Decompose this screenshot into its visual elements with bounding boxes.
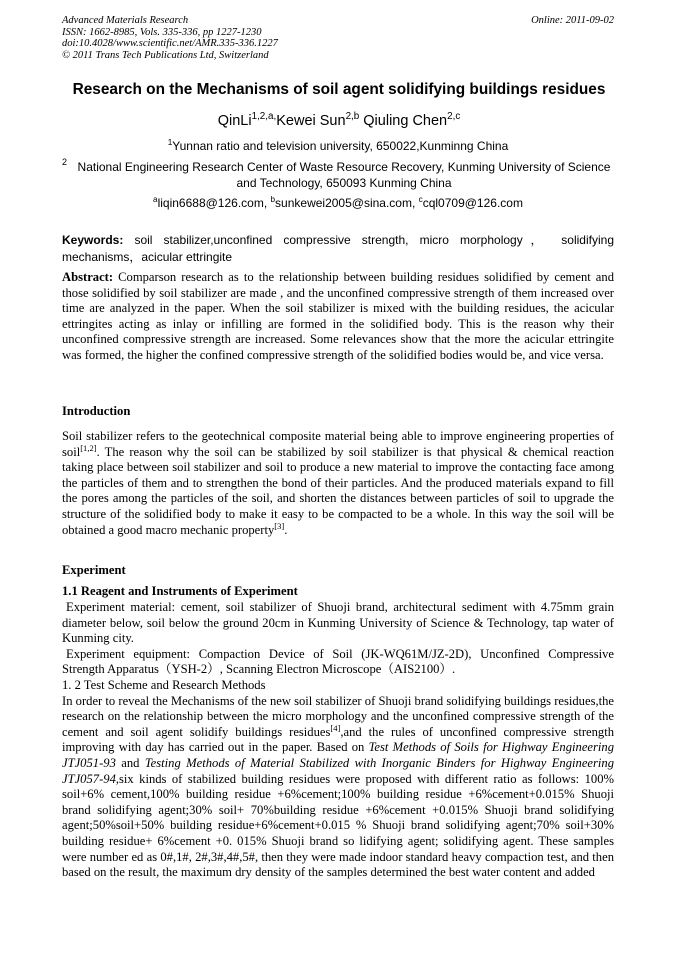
email-link[interactable]: liqin6688@126.com, [157,196,271,210]
introduction-text [62,429,614,538]
email-sup: c [418,195,423,204]
standard-title: Test Methods of Soils for Highway Engineering JTJ051-93 [62,740,614,770]
author-name: Qiuling Chen [363,113,448,129]
author-sup: 2,b [345,111,360,123]
email-link[interactable]: sunkewei2005@sina.com, [275,196,419,210]
online-date: Online: 2011-09-02 [531,15,614,26]
experiment-equipment: Experiment equipment: Compaction Device of Soil (JK-WQ61M/JZ-2D), Unconfined Compressive Strength Apparatus（YSH-2）, Scanning Electron Microscope（AIS2100）. [62,646,614,677]
intro-text-part: Soil stabilizer refers to the geotechnical composite material being able to improve engineering properties of soil [62,429,614,459]
intro-text-part: . The reason why the soil can be stabilized by soil stabilizer is that physical & chemical reaction taking place between soil stabilizer and soil to produce a new material to improve the contacting face among the particles of them and to strengthen the bond of their particles. And the produced materials expand to fill the pores among the particles of the soil, and shorten the distances between particles of soil to upgrade the structure of the solidified body to make it easy to be compacted to be a whole. In this way the soil will be obtained a good macro mechanic property [62,444,614,537]
introduction-heading: Introduction [62,404,131,418]
citation: [3] [274,520,285,531]
keywords-text: soil stabilizer,unconfined compressive strength, micro morphology， solidifying mechanisms，acicular ettringite [62,233,614,264]
affiliation-number: 2 [62,157,68,167]
scheme-text: ,and the rules of unconfined compressive strength improving with day has carried out in the paper. Based on [62,724,614,755]
reagent-heading: 1.1 Reagent and Instruments of Experiment [62,584,298,598]
author-name: Kewei Sun [276,113,346,129]
journal-doi: doi:10.4028/www.scientific.net/AMR.335-336.1227 [62,38,278,49]
scheme-paragraph [62,694,614,881]
affiliation-number: 1 [167,138,173,147]
abstract-text: Comparson research as to the relationship between building residues solidified by cement and those solidified by soil stabilizer are made , and the unconfined compressive strength of them increased over time are analyzed in the paper. When the soil stabilizer is mixed with the building residues, the acicular ettringites acting as inlay or infilling are formed in the solidified body. This is the reason why their unconfined compressive strength are increased. Some relevances show that the more the acicular ettringite was formed, the higher the confined compressive strength of the solidified bodies would be, and vice versa. [62,270,614,362]
scheme-text: In order to reveal the Mechanisms of the new soil stabilizer of Shuoji brand solidifying buildings residues,the research on the relationship between the micro morphology and the unconfined compressive strength of the cement and soil agent solidify buildings residues [62,693,614,739]
affiliation-1 [62,139,614,155]
author-name: QinLi [217,113,252,129]
affiliation-text: Yunnan ratio and television university, 650022,Kunminng China [172,139,509,153]
abstract-label: Abstract: [62,270,114,284]
author-list [40,113,638,129]
journal-copyright: © 2011 Trans Tech Publications Ltd, Switzerland [62,49,269,61]
experiment-body [62,600,614,881]
scheme-text: ,six kinds of stabilized building residues were proposed with different ratio as follows: 100% soil+6% cement,100% building residue +6%cement;100% building residue +6%cement+0.015% Shuoji brand solidifying agent;30% soil+ 70%building residue +6%cement +0.015% Shuoji brand solidifying agent;50%soil+50% building residue+6%cement+0.015 % Shuoji brand solidifying agent;70% soil+30% building residue+ 6%cement +0. 015% Shuoji brand so lidifying agent; solidifying agent. These samples were number ed as 0#,1#, 2#,3#,4#,5#, then they were made indoor standard heavy compaction test, and then based on the result, the maximum dry density of the samples determined the best water content and added [62,771,614,880]
scheme-heading: 1. 2 Test Scheme and Research Methods [62,677,266,692]
journal-header [62,15,614,61]
citation: [4] [330,722,341,733]
citation: [1,2] [80,442,97,453]
experiment-heading: Experiment [62,563,126,577]
journal-issn: ISSN: 1662-8985, Vols. 335-336, pp 1227-1230 [62,26,262,38]
journal-name: Advanced Materials Research [62,15,189,26]
standard-title: Testing Methods of Material Stabilized with Inorganic Binders for Highway Engineering JTJ057-94 [62,755,614,786]
affiliation-2 [62,157,614,191]
email-sup: a [153,195,158,204]
intro-text-part: . [284,522,288,537]
experiment-material: Experiment material: cement, soil stabilizer of Shuoji brand, architectural sediment with 4.75mm grain diameter below, soil below the ground 20cm in Kunming University of Science & Technology, tap water of Kunming city. [62,600,614,646]
keywords [62,232,614,265]
author-sup: 1,2,a, [251,111,277,123]
author-sup: 2,c [447,111,461,123]
keywords-label: Keywords: [62,233,124,247]
author-emails [62,196,614,212]
email-sup: b [270,195,276,204]
abstract [62,270,614,364]
paper-title: Research on the Mechanisms of soil agent solidifying buildings residues [72,81,606,98]
email-link[interactable]: cql0709@126.com [422,196,523,210]
affiliation-text: National Engineering Research Center of Waste Resource Recovery, Kunming University of Science and Technology, 650093 Kunming China [77,160,611,190]
scheme-text: and [115,755,145,770]
